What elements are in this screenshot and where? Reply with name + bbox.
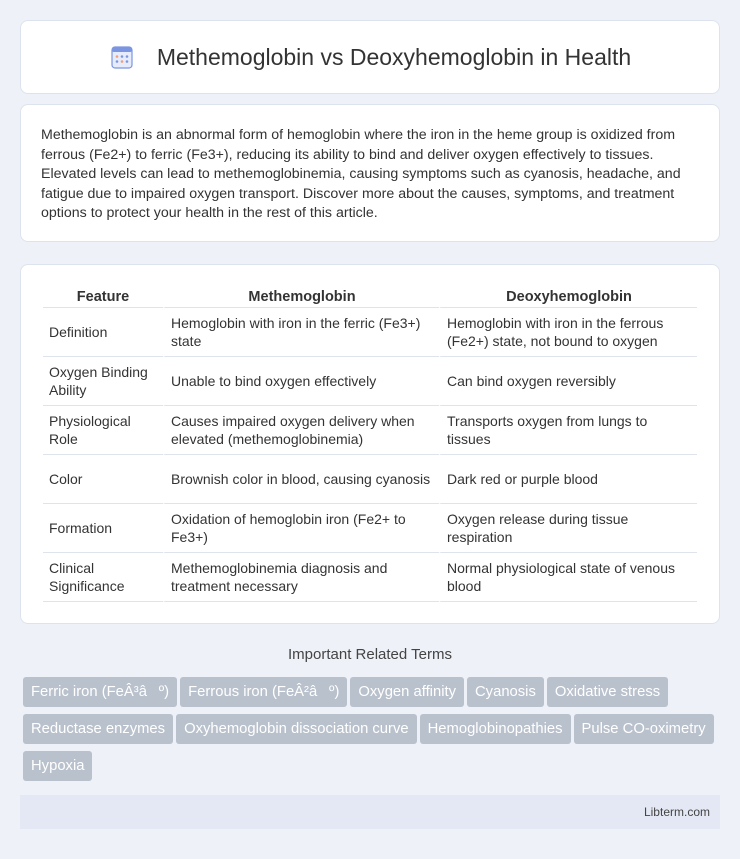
related-term-tag[interactable]: Pulse CO-oximetry [574,714,714,744]
header-card [20,20,720,94]
footer [20,795,720,829]
table-cell: Oxidation of hemoglobin iron (Fe2+ to Fe3+) [163,504,439,553]
table-cell-feature: Clinical Significance [43,553,163,602]
table-cell: Transports oxygen from lungs to tissues [439,406,697,455]
comparison-table-card [20,264,720,624]
table-row [43,504,697,553]
intro-card [20,104,720,242]
table-row [43,308,697,357]
related-term-tag[interactable]: Ferrous iron (FeÂ²âº) [180,677,347,707]
table-cell: Dark red or purple blood [439,455,697,504]
related-term-tag[interactable]: Ferric iron (FeÂ³âº) [23,677,177,707]
table-cell: Causes impaired oxygen delivery when elevated (methemoglobinemia) [163,406,439,455]
table-cell: Hemoglobin with iron in the ferrous (Fe2+) state, not bound to oxygen [439,308,697,357]
related-term-tag[interactable]: Hemoglobinopathies [420,714,571,744]
column-header: Methemoglobin [163,285,439,308]
table-row [43,357,697,406]
related-terms-title: Important Related Terms [288,646,452,663]
related-term-tag[interactable]: Oxidative stress [547,677,668,707]
comparison-table [43,285,697,602]
related-term-tag[interactable]: Oxyhemoglobin dissociation curve [176,714,417,744]
table-cell-feature: Physiological Role [43,406,163,455]
table-header-row [43,285,697,308]
table-row [43,455,697,504]
table-cell: Brownish color in blood, causing cyanosis [163,455,439,504]
table-cell-feature: Color [43,455,163,504]
page-title: Methemoglobin vs Deoxyhemoglobin in Health [156,43,632,70]
table-row [43,553,697,602]
column-header: Feature [43,285,163,308]
related-terms-list [23,677,723,788]
footer-site-link[interactable]: Libterm.com [643,805,710,819]
related-term-tag[interactable]: Hypoxia [23,751,92,781]
table-row [43,406,697,455]
table-cell: Oxygen release during tissue respiration [439,504,697,553]
table-cell-feature: Formation [43,504,163,553]
table-cell-feature: Definition [43,308,163,357]
table-cell: Unable to bind oxygen effectively [163,357,439,406]
table-cell: Can bind oxygen reversibly [439,357,697,406]
related-term-tag[interactable]: Oxygen affinity [350,677,464,707]
table-cell: Normal physiological state of venous blood [439,553,697,602]
column-header: Deoxyhemoglobin [439,285,697,308]
table-cell: Hemoglobin with iron in the ferric (Fe3+) state [163,308,439,357]
related-term-tag[interactable]: Reductase enzymes [23,714,173,744]
document-list-icon [109,44,135,70]
related-term-tag[interactable]: Cyanosis [467,677,544,707]
table-cell: Methemoglobinemia diagnosis and treatment necessary [163,553,439,602]
table-cell-feature: Oxygen Binding Ability [43,357,163,406]
intro-paragraph: Methemoglobin is an abnormal form of hemoglobin where the iron in the heme group is oxidized from ferrous (Fe2+) to ferric (Fe3+), reducing its ability to bind and deliver oxygen effectively to tissues. Elevated levels can lead to methemoglobinemia, causing symptoms such as cyanosis, headache, and fatigue due to impaired oxygen transport. Discover more about the causes, symptoms, and treatment options to protect your health in the rest of this article. [41,127,681,222]
